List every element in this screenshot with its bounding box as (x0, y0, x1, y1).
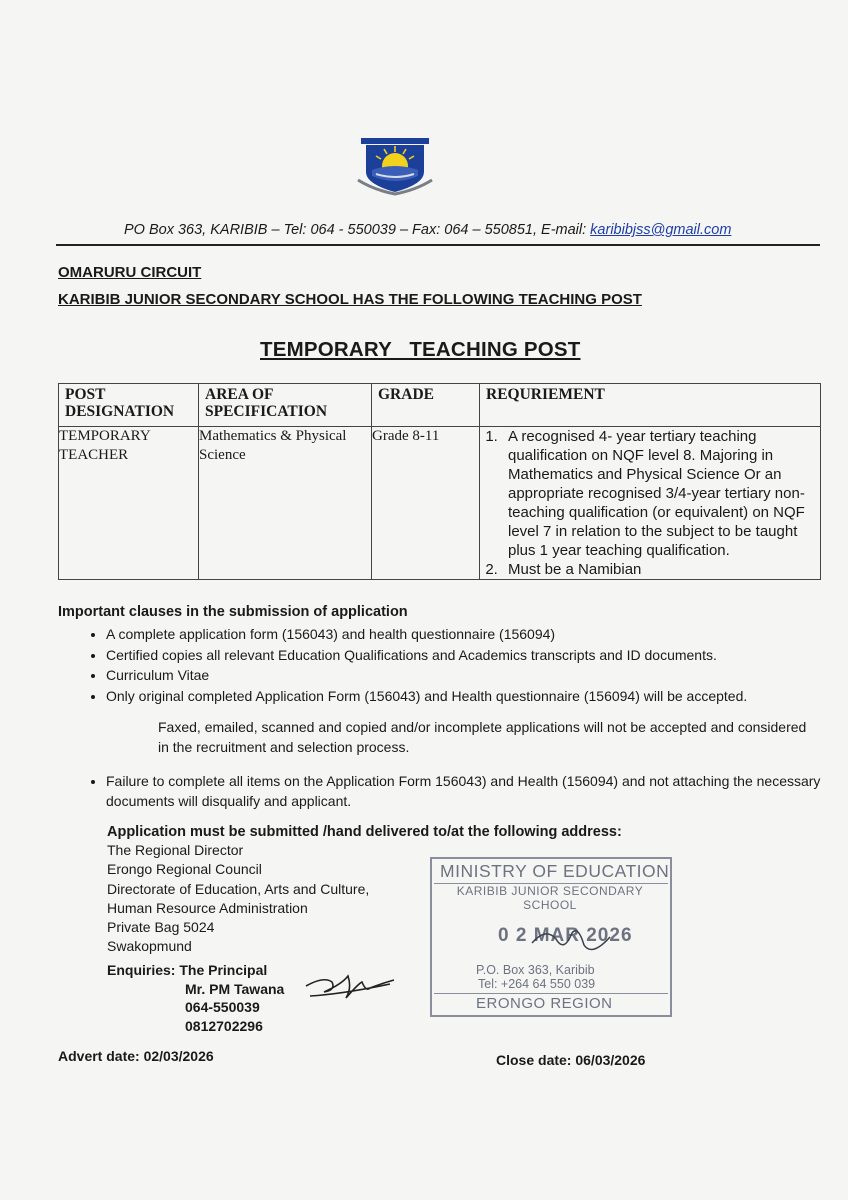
stamp-ministry: MINISTRY OF EDUCATION (440, 861, 670, 881)
stamp-date: 0 2 MAR 2026 (498, 925, 633, 946)
school-heading: KARIBIB JUNIOR SECONDARY SCHOOL HAS THE FOLLOWING TEACHING POST (58, 291, 642, 308)
address-line: Erongo Regional Council (107, 861, 262, 878)
submission-heading: Application must be submitted /hand delivered to/at the following address: (107, 824, 622, 840)
address-line: The Regional Director (107, 842, 244, 858)
list-item: • Only original completed Application Form (156043) and Health questionnaire (156094) will be accepted. (106, 686, 826, 707)
stamp-divider (434, 993, 668, 994)
list-item: • A complete application form (156043) and health questionnaire (156094) (106, 624, 826, 645)
advert-date: Advert date: 02/03/2026 (58, 1048, 214, 1064)
post-title: TEMPORARY TEACHING POST (260, 338, 581, 361)
contact-line (124, 222, 731, 238)
header-divider (56, 244, 820, 246)
clauses-heading: Important clauses in the submission of application (58, 604, 408, 620)
school-crest-logo (354, 136, 436, 196)
table-header-row (59, 384, 821, 427)
clauses-list-final (84, 772, 830, 811)
stamp-region: ERONGO REGION (476, 995, 613, 1012)
list-item: • Certified copies all relevant Education Qualifications and Academics transcripts and ID documents. (106, 645, 826, 666)
stamp-school: KARIBIB JUNIOR SECONDARY (456, 884, 644, 898)
posts-table (58, 383, 821, 580)
circuit-heading: OMARURU CIRCUIT (58, 264, 202, 281)
header-grade: GRADE (372, 384, 480, 427)
specification-cell: Mathematics & Physical Science (199, 427, 372, 580)
requirements-cell (480, 427, 821, 580)
enquiries-block (107, 961, 284, 1036)
close-date: Close date: 06/03/2026 (496, 1052, 646, 1068)
stamp-school-2: SCHOOL (523, 898, 577, 912)
list-item: • Curriculum Vitae (106, 665, 826, 686)
principal-signature (302, 966, 398, 1006)
grade-cell: Grade 8-11 (372, 427, 480, 580)
enquiries-label: Enquiries: The Principal (107, 962, 268, 978)
table-row (59, 427, 821, 580)
email-link[interactable]: karibibjss@gmail.com (590, 222, 732, 238)
clauses-note: Faxed, emailed, scanned and copied and/or incomplete applications will not be accepted and considered in the recruitment and selection process. (158, 719, 807, 755)
mobile-number: 0812702296 (185, 1018, 263, 1035)
header-area-of-specification: AREA OF SPECIFICATION (199, 384, 372, 427)
designation-cell: TEMPORARY TEACHER (59, 427, 199, 580)
submission-address (107, 841, 369, 957)
header-post-designation: POST DESIGNATION (59, 384, 199, 427)
requirement-item: 1. A recognised 4- year tertiary teaching qualification on NQF level 8. Majoring in Mathematics and Physical Science Or an appropriate recognised 3/4-year tertiary non-teaching qualification (or equivalent) on NQF level 7 in relation to the subject to be taught plus 1 year teaching qualification. (502, 427, 820, 560)
address-line: Swakopmund (107, 938, 192, 955)
contact-details: PO Box 363, KARIBIB – Tel: 064 - 550039 – Fax: 064 – 550851, E-mail: (124, 222, 591, 238)
address-line: Directorate of Education, Arts and Culture, (107, 880, 370, 897)
stamp-tel: Tel: +264 64 550 039 (478, 977, 596, 991)
clauses-list (84, 624, 826, 706)
header-requirement: REQURIEMENT (480, 384, 821, 427)
principal-name: Mr. PM Tawana (185, 980, 285, 997)
address-line: Private Bag 5024 (107, 919, 215, 936)
requirement-item: 2. Must be a Namibian (502, 560, 820, 579)
stamp-signature (526, 919, 616, 963)
phone-number: 064-550039 (185, 999, 260, 1016)
address-line: Human Resource Administration (107, 899, 308, 916)
requirements-list (480, 427, 820, 579)
stamp-po-box: P.O. Box 363, Karibib (476, 963, 595, 977)
list-item: • Failure to complete all items on the Application Form 156043) and Health (156094) and not attaching the necessary documents will disqualify and applicant. (106, 772, 830, 811)
official-stamp (430, 857, 672, 1017)
